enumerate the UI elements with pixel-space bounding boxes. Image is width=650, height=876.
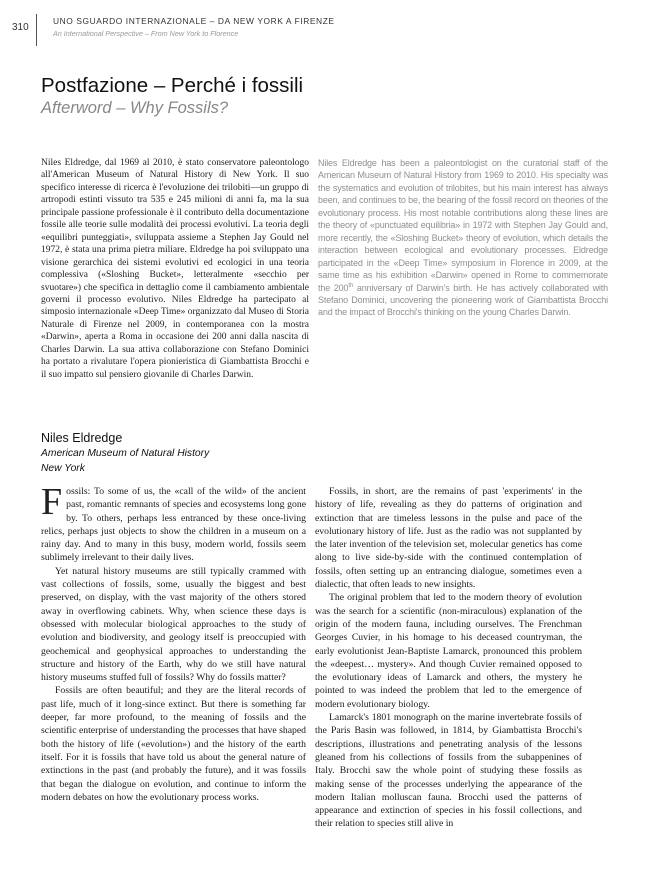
bio-english-part1: Niles Eldredge has been a paleontologist on the curatorial staff of the American Museum of Natural History from 1969 to 2010. His specialty was the systematics and evolution of trilobites, but his main interest has always been, and continues to be, the bearing of the fossil record on theories of the evolutionary process. His most notable contributions along these lines are the theory of «punctuated equilibria» in 1972 with Stephen Jay Gould and, more recently, the «Sloshing Bucket» theory of evolution, which details the interaction between ecological and evolutionary processes. Eldredge participated in the «Deep Time» symposium in Florence in 2009, at the same time as his exhibition «Darwin» opened in Rome to commemorate the 200 [318, 158, 609, 293]
body-paragraph: Fossils, in short, are the remains of past 'experiments' in the history of life, revealing as they do patterns of origination and extinction that are timeless lessons in the pulse and pace of the evolutionary history of life. Just as the radio was not supplanted by the later invention of the television set, molecular genetics has come along to live side-by-side with the continued contemplation of fossils, often setting up an entrancing dialogue, sometimes even a dialectic, that often leads to new insights. [315, 486, 582, 591]
body-paragraph: Fossils are often beautiful; and they are the literal records of past life, much of it long-since extinct. But there is something far deeper, far more profound, to the meaning of fossils and the scientific enterprise of understanding the processes that have shaped both the history of life («evolution») and the history of the earth itself. For it is fossils that have told us about the general nature of extinctions in the past (and probably the future), and it was fossils that began the dialogue on evolution, and continue to inform the modern debates on how the evolutionary process works. [41, 685, 306, 803]
body-paragraph: The original problem that led to the modern theory of evolution was the search for a scientific (non-miraculous) explanation of the origin of the modern fauna, including ourselves. The Frenchman Georges Cuvier, in his homage to his deceased countryman, the early evolutionist Jean-Baptiste Lamarck, pronounced this problem the «deepest… mystery». And though Cuvier remained opposed to the evolutionary ideas of Lamarck and others, the mystery he pointed to was indeed the problem that led to the emergence of modern evolutionary biology. [315, 592, 582, 710]
running-subtitle: An International Perspective – From New York to Florence [53, 29, 239, 38]
author-city: New York [41, 463, 85, 474]
page-subtitle: Afterword – Why Fossils? [41, 99, 229, 117]
bio-english-part2: anniversary of Darwin's birth. He has actively collaborated with Stefano Dominici, uncovering the pioneering work of Giambattista Brocchi and the impact of Brocchi's thinking on the young Charles Darwin. [318, 282, 608, 318]
bio-english [318, 157, 608, 319]
body-paragraph: Lamarck's 1801 monograph on the marine invertebrate fossils of the Paris Basin was followed, in 1814, by Giambattista Brocchi's descriptions, illustrations and penetrating analysis of the lessons gleaned from his collections of fossils from the subappenines of Italy. Brocchi saw the whole point of studying these fossils as making sense of the processes underlying the appearance of the modern Italian molluscan fauna. Brocchi used the patterns of appearance and extinction of species in his fossil collections, and their relation to species still alive in [315, 712, 582, 830]
bio-italian [41, 157, 309, 381]
body-left-column [41, 481, 306, 804]
page-title: Postfazione – Perché i fossili [41, 74, 304, 97]
bio-italian-text: Niles Eldredge, dal 1969 al 2010, è stato conservatore paleontologo all'American Museum of Natural History di New York. Il suo specifico interesse di ricerca è l'evoluzione dei trilobiti—un gruppo di artropodi estinti vissuto tra 535 e 245 milioni di anni fa, ma la sua principale passione professionale è il contributo della documentazione fossile alle teorie sulle modalità dei processi evolutivi. La teoria degli «equilibri punteggiati», sviluppata assieme a Stephen Jay Gould nel 1972, è stata una prima pietra miliare. Eldredge ha poi sviluppato una visione gerarchica dei sistemi evolutivi ed ecologici in una teoria complessiva («Sloshing Bucket», letteralmente «secchio per svuotare») che specifica in dettaglio come il cambiamento ambientale governi il processo evolutivo. Niles Eldredge ha partecipato al simposio internazionale «Deep Time» organizzato dal Museo di Storia Naturale di Firenze nel 2009, in contemporanea con la mostra «Darwin», aperta a Roma in occasione dei 200 anni dalla nascita di Charles Darwin. La sua attiva collaborazione con Stefano Dominici ha portato a rivalutare l'opera pionieristica di Giambattista Brocchi e il suo impatto sul pensiero giovanile di Charles Darwin. [41, 158, 309, 380]
body-paragraph-text: ossils: To some of us, the «call of the wild» of the ancient past, romantic remnants of species and ecosystems long gone by. To others, perhaps less entranced by these once-living relics, perhaps just objects to show the children in a museum on a rainy day. And to many in this busy, modern world, fossils seem sublimely irrelevant to their daily lives. [41, 486, 306, 564]
author-institution: American Museum of Natural History [41, 448, 210, 459]
page-number: 310 [12, 22, 29, 33]
body-right-column [315, 485, 582, 831]
author-name: Niles Eldredge [41, 431, 123, 445]
bio-english-superscript: th [348, 282, 354, 289]
body-paragraph [41, 481, 306, 565]
header-divider [36, 14, 37, 46]
running-title: UNO SGUARDO INTERNAZIONALE – DA NEW YORK A FIRENZE [53, 16, 335, 26]
bio-english-text [318, 157, 608, 319]
drop-cap: F [41, 481, 63, 523]
body-paragraph: Yet natural history museums are still typically crammed with vast collections of fossils, some, usually the biggest and best preserved, on display, with the vast majority of the others stored away in overflowing cabinets. Why, when science these days is obsessed with molecular biological approaches to the study of evolution and biodiversity, and geology itself is preoccupied with geochemical and geophysical approaches to understanding the structure and history of the Earth, why do we still have natural history museums stuffed full of fossils? Why do fossils matter? [41, 565, 306, 684]
